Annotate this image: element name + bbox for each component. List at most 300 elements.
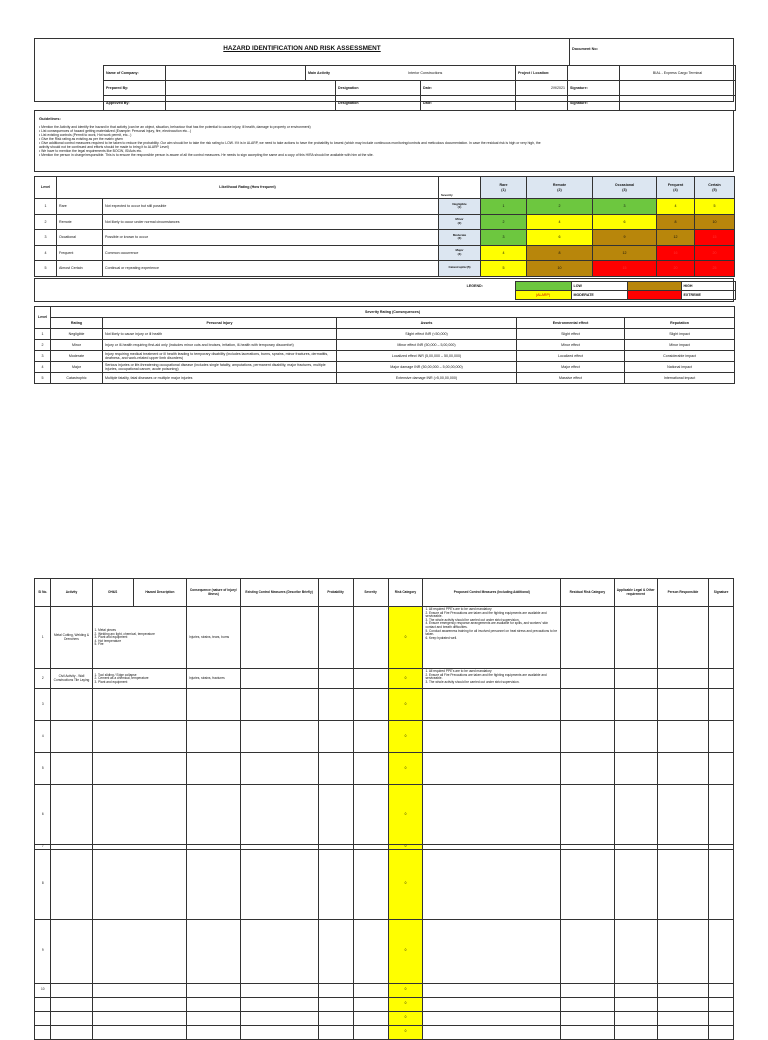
register-activity[interactable] (51, 997, 92, 1011)
register-signature[interactable] (709, 997, 734, 1011)
register-severity[interactable] (353, 689, 388, 721)
register-residual-risk[interactable] (561, 721, 614, 753)
register-row (35, 785, 734, 845)
register-residual-risk[interactable] (561, 1025, 614, 1039)
register-person-responsible[interactable] (657, 607, 708, 669)
register-probability[interactable] (318, 1011, 353, 1025)
designation-label-2: Designation (336, 96, 421, 111)
register-existing-controls[interactable] (240, 689, 318, 721)
register-col-header: Risk Category (388, 579, 423, 607)
severity-assets: Extensive damage INR (>5,00,00,000) (337, 373, 517, 384)
severity-assets: Localized effect INR (5,00,000 – 50,00,000) (337, 351, 517, 362)
register-consequence[interactable]: Injuries, strains, fractures (187, 669, 240, 689)
register-consequence[interactable] (187, 983, 240, 997)
register-sl-no (35, 1025, 51, 1039)
severity-row-label: Moderate (3) (439, 230, 481, 246)
register-col-header: Signature (709, 579, 734, 607)
register-activity[interactable]: Civil Activity - Wall Constructions Tile Laying (51, 669, 92, 689)
severity-col-reputation: Reputation (625, 318, 735, 329)
risk-matrix-cell: 4 (657, 199, 695, 215)
register-signature[interactable] (709, 849, 734, 919)
likelihood-header: Likelihood Rating (How frequent) (57, 177, 439, 199)
likelihood-row (35, 245, 735, 261)
legend-label: LEGEND: (466, 283, 483, 288)
register-consequence[interactable] (187, 919, 240, 983)
register-existing-controls[interactable] (240, 721, 318, 753)
register-hazard[interactable] (92, 1025, 187, 1039)
likelihood-name: Remote (57, 214, 103, 230)
register-sl-no: 1 (35, 607, 51, 669)
register-consequence[interactable] (187, 753, 240, 785)
guideline-item: • Mention the Activity and identify the hazard in that activity (can be an object, situation, behaviour that has the potential to cause injury, ill health, damage to property or environment) (39, 124, 311, 129)
register-severity[interactable] (353, 1011, 388, 1025)
register-hazard[interactable]: 1. Metal pieces 2. Welding arc light, chemical, temperature 3. Plant and equipment 4. Hot temperature 5. Fire (92, 607, 187, 669)
likelihood-description: Continual or repeating experience (103, 261, 439, 277)
register-person-responsible[interactable] (657, 919, 708, 983)
guidelines-section (34, 110, 734, 172)
register-residual-risk[interactable] (561, 785, 614, 845)
severity-level: 5 (35, 373, 51, 384)
register-probability[interactable] (318, 997, 353, 1011)
guideline-item: • Give additional control measures required to be taken to reduce the probability. Our aim should be to take the risk rating to LOW. If it is in ALARP, we need to take actions to have the probability to lowest (which may include continuous monitoring/controls and meticulous documentation. In case the residual risk is high or very high, the (39, 140, 541, 145)
register-signature[interactable] (709, 721, 734, 753)
risk-matrix-cell: 2 (527, 199, 593, 215)
register-residual-risk[interactable] (561, 753, 614, 785)
guidelines-list (39, 125, 729, 157)
register-col-header: Applicable Legal & Other requirement (614, 579, 657, 607)
prepared-by-label: Prepared By: (104, 81, 166, 96)
risk-matrix-cell: 20 (657, 261, 695, 277)
date-label: Date: (421, 81, 516, 96)
likelihood-row (35, 214, 735, 230)
register-severity[interactable] (353, 753, 388, 785)
register-legal-requirement[interactable] (614, 689, 657, 721)
risk-matrix-cell: 15 (593, 261, 657, 277)
risk-matrix-cell: 12 (593, 245, 657, 261)
register-activity[interactable] (51, 689, 92, 721)
register-proposed-controls[interactable] (423, 1025, 561, 1039)
likelihood-level: 4 (35, 245, 57, 261)
risk-matrix-cell: 8 (657, 214, 695, 230)
severity-assets: Minor effect INR (50,000 – 5,00,000) (337, 340, 517, 351)
register-severity[interactable] (353, 607, 388, 669)
risk-matrix-cell: 2 (481, 214, 527, 230)
risk-matrix-cell: 8 (527, 245, 593, 261)
register-hazard[interactable] (92, 919, 187, 983)
document-title: HAZARD IDENTIFICATION AND RISK ASSESSMENT (223, 45, 381, 52)
register-row (35, 997, 734, 1011)
risk-matrix-cell: 25 (695, 261, 735, 277)
register-probability[interactable] (318, 721, 353, 753)
register-proposed-controls[interactable] (423, 1011, 561, 1025)
severity-injury: Injury or ill-health requiring first-aid only (includes minor cuts and bruises, irritation, ill-health with temporary discomfort) (103, 340, 337, 351)
likelihood-row (35, 230, 735, 246)
severity-injury: Serious injuries or life-threatening occupational disease (includes single fatality, amputations, permanent disability, major fractures, multiple injuries, occupational cancer, acute poisoning) (103, 362, 337, 373)
register-residual-risk[interactable] (561, 919, 614, 983)
register-signature[interactable] (709, 919, 734, 983)
register-person-responsible[interactable] (657, 669, 708, 689)
approved-by-label: Approved By: (104, 96, 166, 111)
register-risk-category: 0 (388, 997, 423, 1011)
register-proposed-controls[interactable]: 1. All required PPE's are to be used mandatory 2. Ensure all Fire Precautions are taken and fire fighting equipments are available and serviceable. 3. The whole activity should be carried out under strict supervision. 4. Ensure emergency response arrangements are available for spills, and workers' skin contact and breath difficulties. 5. Conduct awareness training for all involved personnel on heat stress and precautions to be taken. 6. Keep hydrated well. (423, 607, 561, 669)
guideline-item: activity should not be continued and efforts should be made to bring it to ALARP Level) (39, 144, 169, 149)
register-sl-no: 10 (35, 983, 51, 997)
register-existing-controls[interactable] (240, 753, 318, 785)
register-activity[interactable] (51, 1011, 92, 1025)
register-consequence[interactable] (187, 997, 240, 1011)
register-severity[interactable] (353, 997, 388, 1011)
register-col-header: Severity (353, 579, 388, 607)
register-row (35, 607, 734, 669)
register-probability[interactable] (318, 849, 353, 919)
likelihood-description: Possible or known to occur (103, 230, 439, 246)
risk-matrix-cell: 9 (593, 230, 657, 246)
severity-col-environment: Environmental effect (517, 318, 625, 329)
risk-register-table (34, 578, 734, 1040)
register-residual-risk[interactable] (561, 607, 614, 669)
severity-row (35, 362, 735, 373)
register-hazard[interactable] (92, 689, 187, 721)
register-legal-requirement[interactable] (614, 669, 657, 689)
approved-by-value[interactable] (166, 96, 336, 111)
register-row (35, 689, 734, 721)
register-person-responsible[interactable] (657, 721, 708, 753)
register-severity[interactable] (353, 1025, 388, 1039)
freq-col-1: Rare (1) (481, 177, 527, 199)
register-severity[interactable] (353, 919, 388, 983)
likelihood-name: Rare (57, 199, 103, 215)
risk-matrix-cell: 3 (481, 230, 527, 246)
register-activity[interactable] (51, 753, 92, 785)
risk-matrix-cell: 5 (481, 261, 527, 277)
signature-label-2: Signature: (568, 96, 620, 111)
register-risk-category: 0 (388, 669, 423, 689)
register-activity[interactable] (51, 849, 92, 919)
severity-col-injury: Personal Injury (103, 318, 337, 329)
signature-value-2[interactable] (620, 96, 736, 111)
register-risk-category: 0 (388, 753, 423, 785)
register-sl-no: 9 (35, 919, 51, 983)
register-signature[interactable] (709, 1011, 734, 1025)
date-value-2[interactable] (516, 96, 568, 111)
register-signature[interactable] (709, 753, 734, 785)
likelihood-description: Not expected to occur but still possible (103, 199, 439, 215)
register-residual-risk[interactable] (561, 689, 614, 721)
register-probability[interactable] (318, 669, 353, 689)
likelihood-name: Occational (57, 230, 103, 246)
register-proposed-controls[interactable] (423, 983, 561, 997)
register-consequence[interactable] (187, 785, 240, 845)
project-value[interactable]: BIAL - Express Cargo Terminal (620, 66, 736, 81)
freq-col-2: Remote (2) (527, 177, 593, 199)
likelihood-name: Almost Certain (57, 261, 103, 277)
likelihood-level: 5 (35, 261, 57, 277)
signature-value[interactable] (620, 81, 736, 96)
register-legal-requirement[interactable] (614, 997, 657, 1011)
severity-reputation: National impact (625, 362, 735, 373)
severity-level: 3 (35, 351, 51, 362)
date-label-2: Date: (421, 96, 516, 111)
register-severity[interactable] (353, 849, 388, 919)
likelihood-row (35, 261, 735, 277)
register-person-responsible[interactable] (657, 849, 708, 919)
register-signature[interactable] (709, 983, 734, 997)
severity-reputation: Considerable impact (625, 351, 735, 362)
register-hazard[interactable]: 1. Tool sliding / Edge collapse 2. Cement as a chemical, temperature 3. Plant and equipment (92, 669, 187, 689)
company-value[interactable] (166, 66, 306, 81)
register-person-responsible[interactable] (657, 1011, 708, 1025)
likelihood-level: 1 (35, 199, 57, 215)
severity-rating: Minor (51, 340, 103, 351)
register-consequence[interactable] (187, 1025, 240, 1039)
severity-injury: Not likely to cause injury or ill health (103, 329, 337, 340)
register-consequence[interactable] (187, 721, 240, 753)
legend-high-label: HIGH (681, 282, 735, 291)
register-activity[interactable] (51, 919, 92, 983)
guidelines-title: Guidelines: (39, 116, 61, 121)
register-consequence[interactable] (187, 689, 240, 721)
severity-level: 4 (35, 362, 51, 373)
register-residual-risk[interactable] (561, 1011, 614, 1025)
main-activity-value[interactable]: Interior Constructions (336, 66, 516, 81)
register-person-responsible[interactable] (657, 753, 708, 785)
register-col-header: OH&S (92, 579, 133, 607)
risk-matrix-cell: 5 (695, 199, 735, 215)
register-probability[interactable] (318, 919, 353, 983)
severity-rating: Major (51, 362, 103, 373)
register-hazard[interactable] (92, 785, 187, 845)
company-label: Name of Company: (104, 66, 166, 81)
register-existing-controls[interactable] (240, 919, 318, 983)
register-residual-risk[interactable] (561, 849, 614, 919)
register-severity[interactable] (353, 983, 388, 997)
register-risk-category: 0 (388, 721, 423, 753)
legend-low-label: LOW (571, 282, 627, 291)
register-legal-requirement[interactable] (614, 785, 657, 845)
register-existing-controls[interactable] (240, 1025, 318, 1039)
register-risk-category: 0 (388, 1025, 423, 1039)
severity-corner: Severity (439, 177, 481, 199)
register-consequence[interactable] (187, 849, 240, 919)
register-severity[interactable] (353, 721, 388, 753)
register-residual-risk[interactable] (561, 997, 614, 1011)
severity-level: 1 (35, 329, 51, 340)
freq-col-3: Occasional (3) (593, 177, 657, 199)
severity-environment: Major effect (517, 362, 625, 373)
register-legal-requirement[interactable] (614, 919, 657, 983)
signature-label: Signature: (568, 81, 620, 96)
risk-matrix-cell: 6 (593, 214, 657, 230)
register-severity[interactable] (353, 669, 388, 689)
risk-matrix-cell: 10 (695, 214, 735, 230)
severity-injury: Injury requiring medical treatment or ill health leading to temporary disability (includes lacerations, burns, sprains, minor fractures, dermatitis, deafness, and work-related upper limb disorders) (103, 351, 337, 362)
register-risk-category: 0 (388, 919, 423, 983)
register-risk-category: 0 (388, 689, 423, 721)
register-person-responsible[interactable] (657, 689, 708, 721)
legend-extreme-swatch (627, 291, 681, 300)
risk-matrix-cell: 4 (481, 245, 527, 261)
register-col-header: Person Responsible (657, 579, 708, 607)
risk-matrix-cell: 6 (527, 230, 593, 246)
severity-assets: Major damage INR (50,00,000 – 5,00,00,000) (337, 362, 517, 373)
register-signature[interactable] (709, 785, 734, 845)
date-value[interactable]: 2/9/2021 (516, 81, 568, 96)
guideline-item: • List existing controls (Permit to work, Hot work permit, etc...) (39, 132, 132, 137)
register-hazard[interactable] (92, 983, 187, 997)
register-probability[interactable] (318, 1025, 353, 1039)
register-hazard[interactable] (92, 849, 187, 919)
severity-reputation: Minor impact (625, 340, 735, 351)
register-sl-no: 8 (35, 849, 51, 919)
register-legal-requirement[interactable] (614, 753, 657, 785)
register-activity[interactable]: Metal Cutting, Welding & Drenchers (51, 607, 92, 669)
severity-environment: Slight effect (517, 329, 625, 340)
register-signature[interactable] (709, 669, 734, 689)
register-proposed-controls[interactable] (423, 721, 561, 753)
register-row (35, 669, 734, 689)
register-col-header: Consequence (nature of injury/ illness) (187, 579, 240, 607)
register-person-responsible[interactable] (657, 997, 708, 1011)
register-col-header: Residual Risk Category (561, 579, 614, 607)
register-proposed-controls[interactable] (423, 849, 561, 919)
register-existing-controls[interactable] (240, 1011, 318, 1025)
risk-matrix-cell: 4 (527, 214, 593, 230)
register-consequence[interactable] (187, 1011, 240, 1025)
risk-matrix-cell: 1 (481, 199, 527, 215)
risk-matrix-cell: 3 (593, 199, 657, 215)
register-residual-risk[interactable] (561, 983, 614, 997)
project-spacer (568, 66, 620, 81)
register-sl-no (35, 997, 51, 1011)
likelihood-name: Frequent (57, 245, 103, 261)
severity-row-label: Negligible (1) (439, 199, 481, 215)
guideline-item: • We have to mention the legal requirements like BOCW, IS/Acts etc. (39, 148, 143, 153)
register-proposed-controls[interactable]: 1. All required PPE's are to be used mandatory 2. Ensure all Fire Precautions are taken and fire fighting equipments are available and serviceable. 3. The whole activity should be carried out under strict supervision. (423, 669, 561, 689)
freq-col-5: Certain (5) (695, 177, 735, 199)
register-consequence[interactable]: Injuries, strains, tears, burns (187, 607, 240, 669)
severity-environment: Localized effect (517, 351, 625, 362)
risk-matrix-cell: 16 (657, 245, 695, 261)
freq-col-4: Frequent (4) (657, 177, 695, 199)
risk-legend (34, 278, 734, 302)
register-existing-controls[interactable] (240, 983, 318, 997)
register-risk-category: 0 (388, 849, 423, 919)
severity-row-label: Catastrophic(5) (439, 261, 481, 277)
severity-assets: Slight effect INR (<50,000) (337, 329, 517, 340)
register-existing-controls[interactable] (240, 997, 318, 1011)
document-number-label: Document No: (569, 39, 735, 65)
guideline-item: • List consequences of hazard getting materialized (Example: Personal injury, fire, electrocution etc...) (39, 128, 192, 133)
register-sl-no (35, 1011, 51, 1025)
register-existing-controls[interactable] (240, 849, 318, 919)
register-proposed-controls[interactable] (423, 689, 561, 721)
register-legal-requirement[interactable] (614, 983, 657, 997)
legend-high-swatch (627, 282, 681, 291)
legend-alarp-swatch: (ALARP) (515, 291, 571, 300)
severity-reputation: International impact (625, 373, 735, 384)
register-person-responsible[interactable] (657, 983, 708, 997)
register-proposed-controls[interactable] (423, 753, 561, 785)
likelihood-description: Not likely to occur under normal circumstances (103, 214, 439, 230)
register-signature[interactable] (709, 689, 734, 721)
register-legal-requirement[interactable] (614, 1011, 657, 1025)
register-col-header: Probability (318, 579, 353, 607)
legend-moderate-label: MODERATE (571, 291, 627, 300)
register-proposed-controls[interactable] (423, 997, 561, 1011)
severity-reputation: Slight impact (625, 329, 735, 340)
register-signature[interactable] (709, 607, 734, 669)
main-activity-label: Main Activity (306, 66, 336, 81)
register-risk-category: 0 (388, 785, 423, 845)
register-risk-category: 0 (388, 1011, 423, 1025)
likelihood-description: Common occurrence (103, 245, 439, 261)
register-row (35, 983, 734, 997)
register-sl-no: 7 (35, 845, 51, 850)
register-row (35, 753, 734, 785)
register-probability[interactable] (318, 785, 353, 845)
register-probability[interactable] (318, 607, 353, 669)
severity-level-header: Level (35, 307, 51, 329)
register-sl-no: 5 (35, 753, 51, 785)
header-section (34, 38, 734, 105)
register-row (35, 849, 734, 919)
register-hazard[interactable] (92, 997, 187, 1011)
risk-matrix-cell: 10 (527, 261, 593, 277)
register-existing-controls[interactable] (240, 669, 318, 689)
register-signature[interactable] (709, 1025, 734, 1039)
likelihood-level-header: Level (35, 177, 57, 199)
register-existing-controls[interactable] (240, 607, 318, 669)
register-hazard[interactable] (92, 1011, 187, 1025)
severity-environment: Minor effect (517, 340, 625, 351)
register-activity[interactable] (51, 785, 92, 845)
register-existing-controls[interactable] (240, 785, 318, 845)
register-probability[interactable] (318, 689, 353, 721)
register-probability[interactable] (318, 983, 353, 997)
register-legal-requirement[interactable] (614, 849, 657, 919)
register-hazard[interactable] (92, 753, 187, 785)
likelihood-level: 2 (35, 214, 57, 230)
register-activity[interactable] (51, 1025, 92, 1039)
register-legal-requirement[interactable] (614, 607, 657, 669)
guideline-item: • Give the Risk rating as existing as per the matrix given (39, 136, 123, 141)
prepared-by-value[interactable] (166, 81, 336, 96)
register-sl-no: 6 (35, 785, 51, 845)
likelihood-matrix (34, 176, 735, 277)
register-hazard[interactable] (92, 721, 187, 753)
register-risk-category: 0 (388, 845, 423, 850)
register-sl-no: 2 (35, 669, 51, 689)
register-activity[interactable] (51, 983, 92, 997)
register-severity[interactable] (353, 785, 388, 845)
register-residual-risk[interactable] (561, 669, 614, 689)
severity-col-rating: Rating (51, 318, 103, 329)
severity-table (34, 306, 735, 384)
register-person-responsible[interactable] (657, 1025, 708, 1039)
register-probability[interactable] (318, 753, 353, 785)
severity-col-assets: Assets (337, 318, 517, 329)
register-person-responsible[interactable] (657, 785, 708, 845)
register-row (35, 1025, 734, 1039)
risk-matrix-cell: 20 (695, 245, 735, 261)
register-legal-requirement[interactable] (614, 721, 657, 753)
register-activity[interactable] (51, 721, 92, 753)
severity-rating: Negligible (51, 329, 103, 340)
register-legal-requirement[interactable] (614, 1025, 657, 1039)
register-row (35, 919, 734, 983)
register-proposed-controls[interactable] (423, 785, 561, 845)
register-proposed-controls[interactable] (423, 919, 561, 983)
